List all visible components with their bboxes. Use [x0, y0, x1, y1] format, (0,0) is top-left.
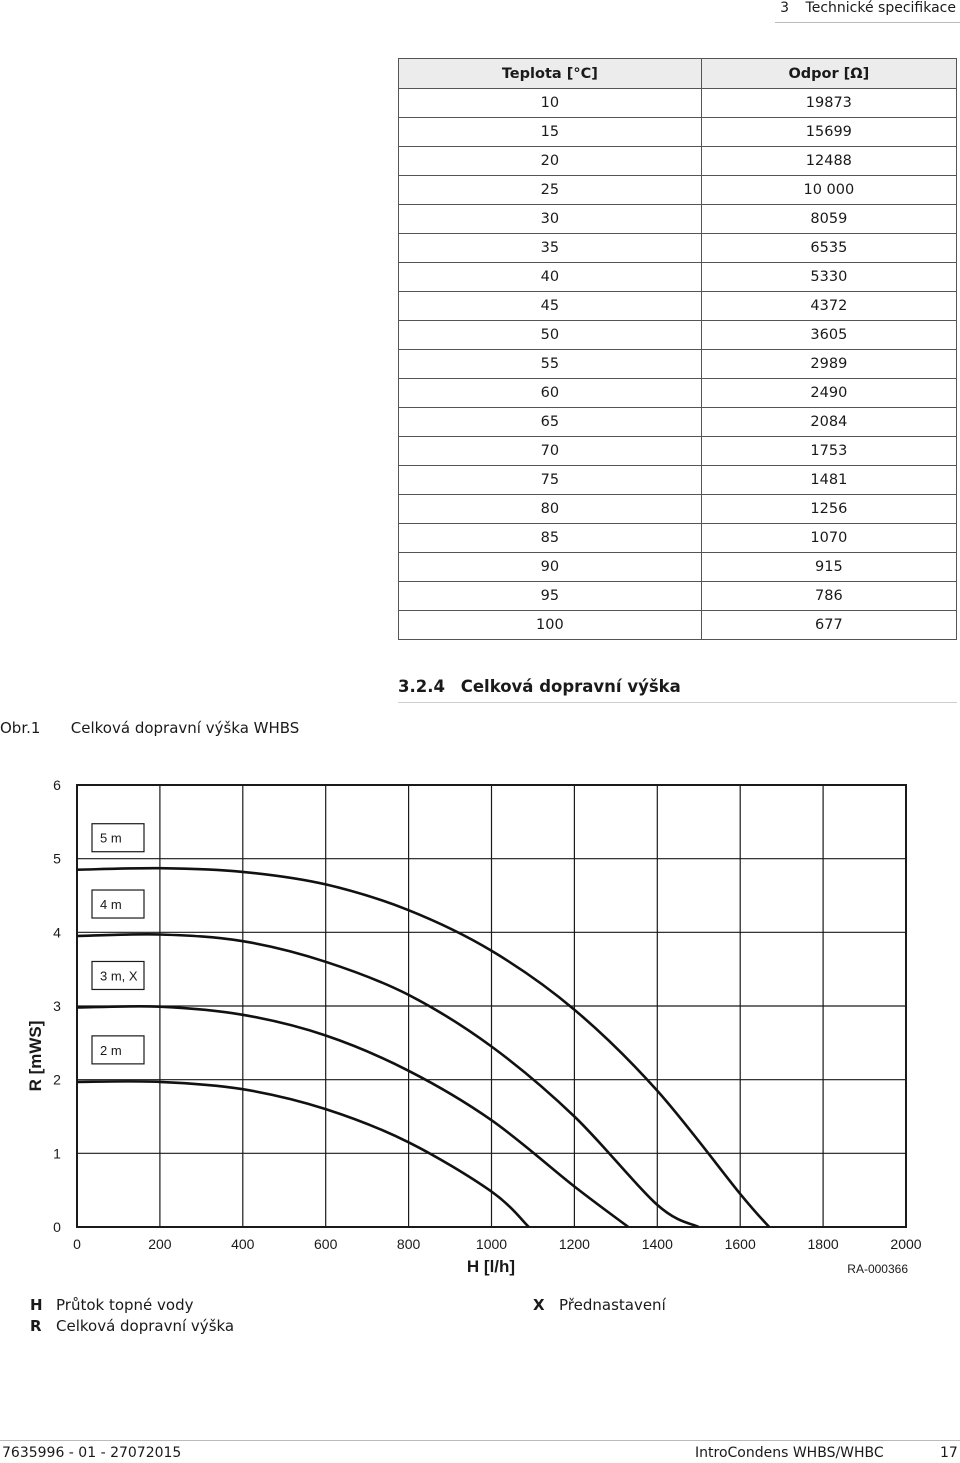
- x-tick-label: 600: [314, 1236, 338, 1252]
- legend-text: Průtok topné vody: [56, 1296, 194, 1314]
- x-tick-label: 1000: [475, 1236, 508, 1252]
- legend-text: Celková dopravní výška: [56, 1317, 235, 1335]
- resistance-cell: 15699: [701, 118, 956, 147]
- table-row: [399, 408, 957, 437]
- series-labels: [92, 824, 144, 1064]
- temperature-cell: 45: [399, 292, 702, 321]
- resistance-table: [398, 58, 957, 640]
- legend-text: Přednastavení: [559, 1296, 666, 1314]
- axis-ticks: [53, 777, 922, 1252]
- section-title: Celková dopravní výška: [460, 677, 681, 696]
- temperature-cell: 50: [399, 321, 702, 350]
- table-row: [399, 350, 957, 379]
- x-axis-label: H [l/h]: [466, 1257, 516, 1276]
- resistance-cell: 2084: [701, 408, 956, 437]
- figure-caption-text: Celková dopravní výška WHBS: [70, 719, 300, 737]
- series-line: [77, 1081, 529, 1227]
- table-header-row: [399, 59, 957, 89]
- temperature-cell: 60: [399, 379, 702, 408]
- resistance-cell: 19873: [701, 89, 956, 118]
- temperature-cell: 90: [399, 553, 702, 582]
- resistance-cell: 786: [701, 582, 956, 611]
- resistance-cell: 8059: [701, 205, 956, 234]
- temperature-cell: 95: [399, 582, 702, 611]
- resistance-cell: 12488: [701, 147, 956, 176]
- x-tick-label: 1600: [724, 1236, 756, 1252]
- temperature-cell: 30: [399, 205, 702, 234]
- resistance-cell: 5330: [701, 263, 956, 292]
- table-row: [399, 582, 957, 611]
- x-tick-label: 1800: [807, 1236, 839, 1252]
- series-label: 5 m: [100, 830, 122, 846]
- column-header-temperature: Teplota [°C]: [399, 59, 702, 89]
- section-number: 3.2.4: [398, 677, 445, 696]
- figure-reference: RA-000366: [847, 1262, 908, 1276]
- series-label: 2 m: [100, 1042, 122, 1058]
- table-row: [399, 205, 957, 234]
- legend-key: R: [30, 1317, 42, 1335]
- footer-product: IntroCondens WHBS/WHBC: [695, 1445, 884, 1461]
- figure-caption: [0, 719, 299, 737]
- column-header-resistance: Odpor [Ω]: [701, 59, 956, 89]
- section-heading: [398, 677, 681, 696]
- section-divider: [398, 702, 957, 703]
- figure-label: Obr.1: [0, 719, 41, 737]
- resistance-cell: 677: [701, 611, 956, 640]
- table-row: [399, 553, 957, 582]
- series-label: 4 m: [100, 897, 122, 913]
- resistance-cell: 1070: [701, 524, 956, 553]
- table-row: [399, 321, 957, 350]
- table-row: [399, 263, 957, 292]
- x-tick-label: 1400: [641, 1236, 673, 1252]
- temperature-cell: 80: [399, 495, 702, 524]
- table-row: [399, 437, 957, 466]
- header-section-title: Technické specifikace: [805, 0, 956, 16]
- table-row: [399, 495, 957, 524]
- pump-head-chart: [0, 760, 960, 1290]
- temperature-cell: 85: [399, 524, 702, 553]
- x-tick-label: 400: [231, 1236, 255, 1252]
- legend-item-r: [30, 1317, 234, 1335]
- temperature-cell: 55: [399, 350, 702, 379]
- temperature-cell: 100: [399, 611, 702, 640]
- chart-series: [77, 868, 769, 1227]
- y-tick-label: 0: [53, 1219, 61, 1235]
- y-tick-label: 6: [53, 777, 61, 793]
- series-line: [77, 868, 769, 1227]
- x-tick-label: 2000: [890, 1236, 922, 1252]
- table-row: [399, 611, 957, 640]
- header-divider: [775, 22, 960, 23]
- resistance-cell: 915: [701, 553, 956, 582]
- x-tick-label: 0: [73, 1236, 81, 1252]
- table-row: [399, 466, 957, 495]
- temperature-cell: 35: [399, 234, 702, 263]
- header-section-number: 3: [780, 0, 790, 16]
- chart-grid: [77, 785, 906, 1227]
- x-tick-label: 1200: [558, 1236, 590, 1252]
- y-tick-label: 4: [53, 924, 61, 941]
- table-row: [399, 176, 957, 205]
- table-row: [399, 118, 957, 147]
- resistance-cell: 1256: [701, 495, 956, 524]
- series-label: 3 m, X: [100, 968, 138, 984]
- resistance-cell: 3605: [701, 321, 956, 350]
- footer-doc-id: 7635996 - 01 - 27072015: [2, 1445, 182, 1461]
- table-row: [399, 379, 957, 408]
- resistance-cell: 10 000: [701, 176, 956, 205]
- table-row: [399, 292, 957, 321]
- legend-item-x: [533, 1296, 666, 1314]
- y-tick-label: 2: [53, 1071, 61, 1088]
- x-tick-label: 200: [148, 1236, 172, 1252]
- y-tick-label: 3: [53, 998, 61, 1014]
- series-line: [77, 934, 699, 1227]
- legend-item-h: [30, 1296, 194, 1314]
- table-row: [399, 147, 957, 176]
- temperature-cell: 65: [399, 408, 702, 437]
- table-row: [399, 524, 957, 553]
- y-tick-label: 1: [53, 1145, 61, 1162]
- resistance-cell: 2490: [701, 379, 956, 408]
- footer-divider: [0, 1440, 960, 1441]
- resistance-cell: 4372: [701, 292, 956, 321]
- resistance-cell: 1481: [701, 466, 956, 495]
- legend-key: X: [533, 1296, 545, 1314]
- y-tick-label: 5: [53, 850, 61, 867]
- temperature-cell: 10: [399, 89, 702, 118]
- table-row: [399, 89, 957, 118]
- table-row: [399, 234, 957, 263]
- resistance-cell: 6535: [701, 234, 956, 263]
- resistance-cell: 1753: [701, 437, 956, 466]
- temperature-cell: 15: [399, 118, 702, 147]
- temperature-cell: 25: [399, 176, 702, 205]
- footer-page-number: 17: [940, 1445, 958, 1461]
- temperature-cell: 20: [399, 147, 702, 176]
- y-axis-label: R [mWS]: [26, 1020, 45, 1092]
- x-tick-label: 800: [396, 1236, 421, 1252]
- temperature-cell: 75: [399, 466, 702, 495]
- temperature-cell: 40: [399, 263, 702, 292]
- resistance-cell: 2989: [701, 350, 956, 379]
- page-header: [780, 0, 956, 16]
- legend-key: H: [30, 1296, 43, 1314]
- temperature-cell: 70: [399, 437, 702, 466]
- table-body: [399, 89, 957, 640]
